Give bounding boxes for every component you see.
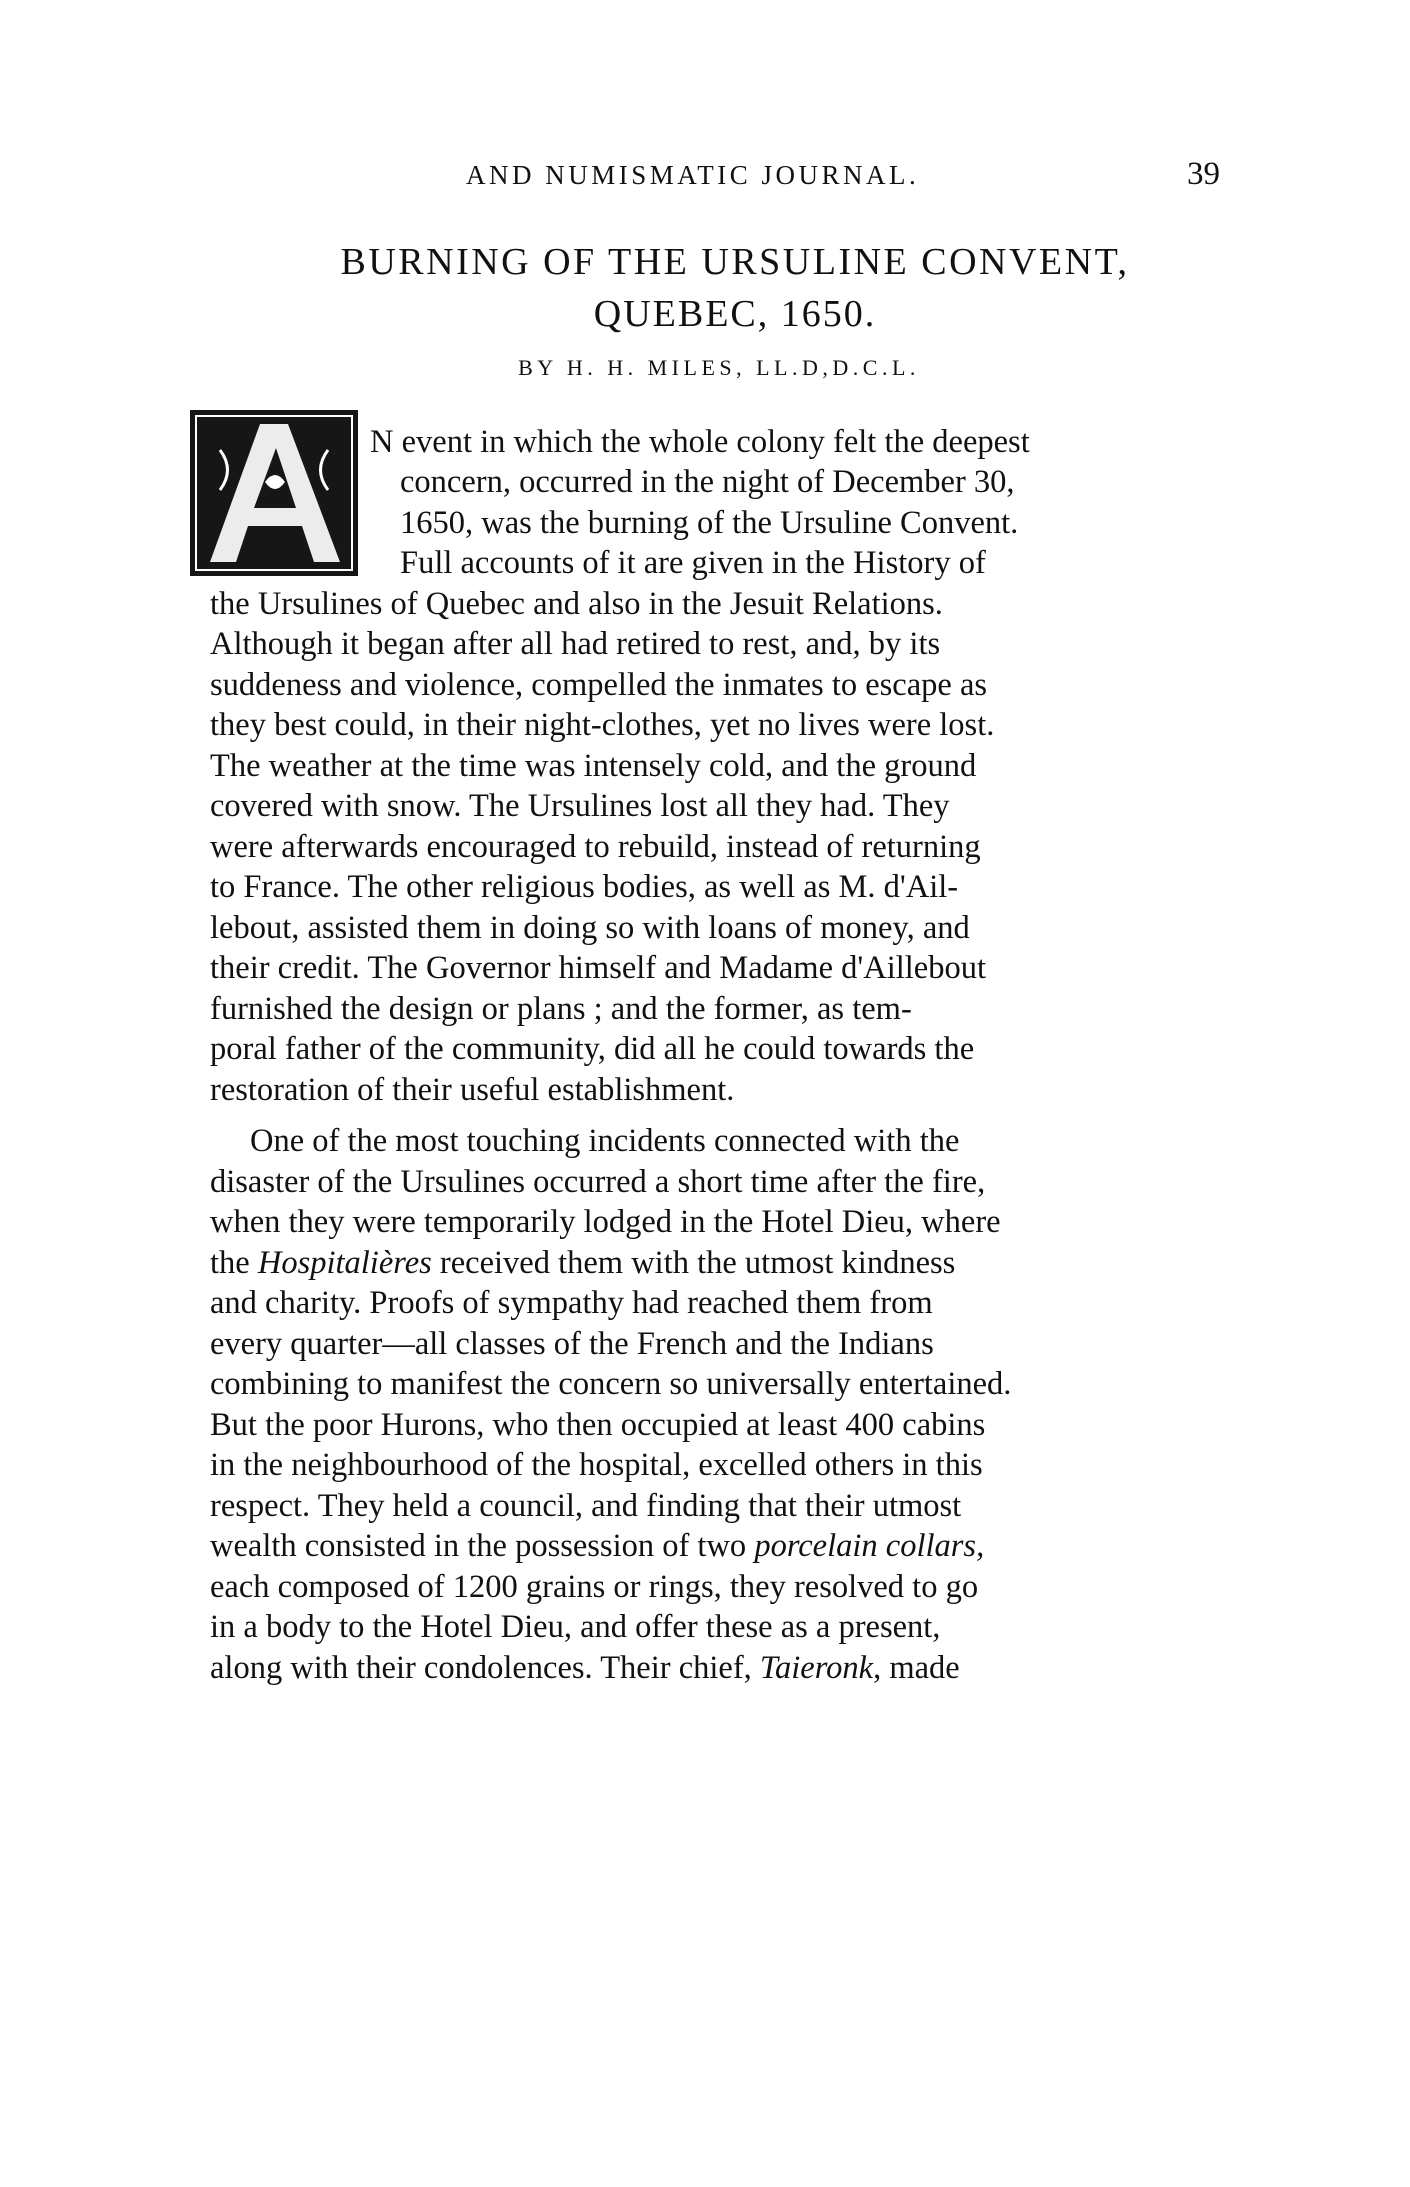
paragraph2-line-11 — [210, 1526, 984, 1567]
running-title: AND NUMISMATIC JOURNAL. — [466, 160, 920, 190]
running-head — [0, 156, 1410, 210]
text-run: the — [210, 1245, 258, 1281]
byline: BY H. H. MILES, LL.D,D.C.L. — [518, 355, 920, 380]
paragraph1-line-13: lebout, assisted them in doing so with loans of money, and — [210, 910, 970, 946]
paragraph1-line-7: suddeness and violence, compelled the inmates to escape as — [210, 667, 988, 703]
italic-term: Hospitalières — [257, 1245, 432, 1281]
text-run: , made — [873, 1650, 960, 1686]
page-number: 39 — [1187, 156, 1220, 192]
paragraph2-line-5: and charity. Proofs of sympathy had reached them from — [210, 1285, 933, 1321]
paragraph2-line-6: every quarter—all classes of the French and the Indians — [210, 1326, 934, 1362]
paragraph1-line-10: covered with snow. The Ursulines lost all they had. They — [210, 788, 950, 824]
paragraph1-line-16: poral father of the community, did all he could towards the — [210, 1031, 975, 1067]
paragraph1-line-9: The weather at the time was intensely cold, and the ground — [210, 748, 977, 784]
text-run: received them with the utmost kindness — [431, 1245, 956, 1281]
paragraph2-line-14 — [210, 1648, 960, 1689]
paragraph1-line-3: 1650, was the burning of the Ursuline Convent. — [400, 505, 1019, 541]
text-run: along with their condolences. Their chief, — [210, 1650, 760, 1686]
italic-term: Taieronk — [759, 1650, 874, 1686]
paragraph1-line-15: furnished the design or plans ; and the former, as tem- — [210, 991, 912, 1027]
paragraph1-line-4: Full accounts of it are given in the History of — [400, 545, 986, 581]
paragraph2-line-2: disaster of the Ursulines occurred a short time after the fire, — [210, 1164, 986, 1200]
paragraph2-line-8: But the poor Hurons, who then occupied at least 400 cabins — [210, 1407, 986, 1443]
paragraph1-line-2: concern, occurred in the night of December 30, — [400, 464, 1015, 500]
paragraph1-line-8: they best could, in their night-clothes, yet no lives were lost. — [210, 707, 995, 743]
paragraph2-line-3: when they were temporarily lodged in the Hotel Dieu, where — [210, 1204, 1001, 1240]
italic-term: porcelain collars, — [754, 1528, 985, 1564]
text-run: wealth consisted in the possession of two — [210, 1528, 755, 1564]
paragraph2-line-7: combining to manifest the concern so universally entertained. — [210, 1366, 1012, 1402]
paragraph2-line-4 — [210, 1243, 955, 1284]
paragraph2-line-1: One of the most touching incidents connected with the — [250, 1123, 960, 1159]
paragraph1-line-12: to France. The other religious bodies, as well as M. d'Ail- — [210, 869, 959, 905]
article-title-line-1: BURNING OF THE URSULINE CONVENT, — [340, 241, 1130, 283]
article-title-line-2: QUEBEC, 1650. — [593, 293, 877, 335]
paragraph2-line-13: in a body to the Hotel Dieu, and offer these as a present, — [210, 1609, 941, 1645]
paragraph1-line-1: N event in which the whole colony felt the deepest — [370, 424, 1030, 460]
paragraph1-line-5: the Ursulines of Quebec and also in the Jesuit Relations. — [210, 586, 943, 622]
paragraph2-line-12: each composed of 1200 grains or rings, they resolved to go — [210, 1569, 979, 1605]
paragraph2-line-9: in the neighbourhood of the hospital, excelled others in this — [210, 1447, 983, 1483]
paragraph1-line-6: Although it began after all had retired to rest, and, by its — [210, 626, 941, 662]
ornamental-initial-A-icon — [190, 410, 358, 576]
paragraph1-line-14: their credit. The Governor himself and Madame d'Aillebout — [210, 950, 987, 986]
paragraph1-line-11: were afterwards encouraged to rebuild, instead of returning — [210, 829, 981, 865]
paragraph2-line-10: respect. They held a council, and finding that their utmost — [210, 1488, 962, 1524]
paragraph1-line-17: restoration of their useful establishment. — [210, 1072, 735, 1108]
